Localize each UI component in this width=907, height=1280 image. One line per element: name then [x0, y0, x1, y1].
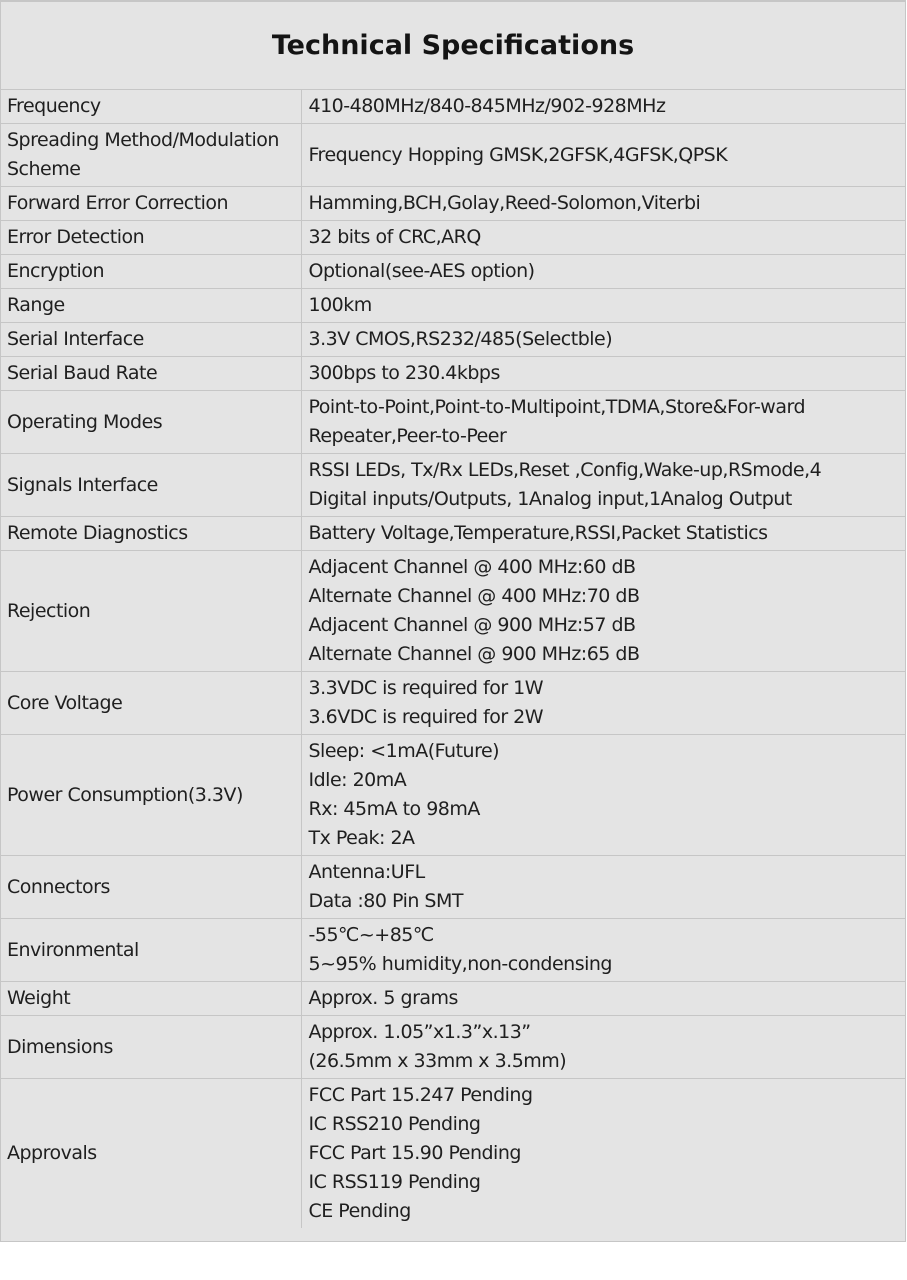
- spec-label: Serial Baud Rate: [1, 357, 301, 391]
- spec-value-line: Repeater,Peer-to-Peer: [308, 425, 507, 447]
- spec-value-line: Battery Voltage,Temperature,RSSI,Packet Statistics: [308, 522, 768, 544]
- spec-value: [301, 735, 905, 856]
- spec-label: Signals Interface: [1, 454, 301, 517]
- spec-row: [1, 391, 905, 454]
- spec-value-line: Approx. 1.05”x1.3”x.13”: [308, 1021, 531, 1043]
- spec-value-line: Hamming,BCH,Golay,Reed-Solomon,Viterbi: [308, 192, 701, 214]
- spec-value: [301, 551, 905, 672]
- spec-label: Environmental: [1, 919, 301, 982]
- spec-value-line: IC RSS119 Pending: [308, 1171, 481, 1193]
- spec-value-line: 3.6VDC is required for 2W: [308, 706, 544, 728]
- spec-value-line: 410-480MHz/840-845MHz/902-928MHz: [308, 95, 666, 117]
- spec-value-line: 300bps to 230.4kbps: [308, 362, 500, 384]
- spec-value: [301, 1016, 905, 1079]
- spec-value: [301, 982, 905, 1016]
- spec-label: Spreading Method/Modulation Scheme: [1, 124, 301, 187]
- spec-value-line: 5~95% humidity,non-condensing: [308, 953, 612, 975]
- spec-label: Connectors: [1, 856, 301, 919]
- spec-value: [301, 856, 905, 919]
- spec-value-line: Point-to-Point,Point-to-Multipoint,TDMA,Store&For-ward: [308, 396, 806, 418]
- spec-value-line: Approx. 5 grams: [308, 987, 458, 1009]
- spec-row: [1, 187, 905, 221]
- spec-value: [301, 187, 905, 221]
- spec-value: [301, 672, 905, 735]
- spec-label: Weight: [1, 982, 301, 1016]
- page-title: Technical Specifications: [1, 2, 905, 90]
- spec-value-line: Optional(see-AES option): [308, 260, 535, 282]
- spec-value: [301, 90, 905, 124]
- spec-value-line: 32 bits of CRC,ARQ: [308, 226, 481, 248]
- spec-value: [301, 391, 905, 454]
- spec-row: [1, 289, 905, 323]
- spec-value-line: Tx Peak: 2A: [308, 827, 415, 849]
- spec-value-line: FCC Part 15.90 Pending: [308, 1142, 521, 1164]
- spec-row: [1, 856, 905, 919]
- spec-row: [1, 551, 905, 672]
- spec-label: Dimensions: [1, 1016, 301, 1079]
- spec-value-line: Adjacent Channel @ 900 MHz:57 dB: [308, 614, 636, 636]
- spec-label: Frequency: [1, 90, 301, 124]
- spec-row: [1, 124, 905, 187]
- spec-row: [1, 255, 905, 289]
- spec-value-line: (26.5mm x 33mm x 3.5mm): [308, 1050, 567, 1072]
- spec-label: Core Voltage: [1, 672, 301, 735]
- spec-value: [301, 454, 905, 517]
- spec-value-line: Antenna:UFL: [308, 861, 425, 883]
- spec-value-line: FCC Part 15.247 Pending: [308, 1084, 533, 1106]
- spec-label: Remote Diagnostics: [1, 517, 301, 551]
- spec-label: Serial Interface: [1, 323, 301, 357]
- spec-row: [1, 982, 905, 1016]
- spec-value: [301, 357, 905, 391]
- spec-value-line: Frequency Hopping GMSK,2GFSK,4GFSK,QPSK: [308, 143, 728, 166]
- spec-value-line: -55℃~+85℃: [308, 924, 434, 946]
- spec-value-line: 100km: [308, 294, 372, 316]
- spec-row: [1, 323, 905, 357]
- spec-value-line: Alternate Channel @ 900 MHz:65 dB: [308, 643, 640, 665]
- spec-label: Rejection: [1, 551, 301, 672]
- spec-value: [301, 221, 905, 255]
- spec-label: Operating Modes: [1, 391, 301, 454]
- spec-value-line: RSSI LEDs, Tx/Rx LEDs,Reset ,Config,Wake-up,RSmode,4: [308, 459, 822, 481]
- spec-value-line: 3.3VDC is required for 1W: [308, 677, 544, 699]
- spec-value-line: Digital inputs/Outputs, 1Analog input,1Analog Output: [308, 488, 792, 510]
- spec-row: [1, 221, 905, 255]
- spec-row: [1, 1016, 905, 1079]
- spec-row: [1, 735, 905, 856]
- spec-value: [301, 124, 905, 187]
- spec-value-line: Rx: 45mA to 98mA: [308, 798, 480, 820]
- spec-value-line: 3.3V CMOS,RS232/485(Selectble): [308, 328, 613, 350]
- spec-row: [1, 90, 905, 124]
- spec-row: [1, 919, 905, 982]
- spec-row: [1, 1079, 905, 1229]
- spec-row: [1, 517, 905, 551]
- spec-label: Approvals: [1, 1079, 301, 1229]
- spec-value: [301, 323, 905, 357]
- spec-row: [1, 454, 905, 517]
- spec-value: [301, 919, 905, 982]
- spec-label: Encryption: [1, 255, 301, 289]
- spec-value-line: Data :80 Pin SMT: [308, 890, 463, 912]
- spec-label: Error Detection: [1, 221, 301, 255]
- spec-value-line: Sleep: <1mA(Future): [308, 740, 500, 762]
- spec-value-line: Adjacent Channel @ 400 MHz:60 dB: [308, 556, 636, 578]
- spec-label: Range: [1, 289, 301, 323]
- spec-value: [301, 255, 905, 289]
- spec-label: Power Consumption(3.3V): [1, 735, 301, 856]
- spec-table: [1, 90, 905, 1228]
- spec-row: [1, 672, 905, 735]
- spec-value-line: Idle: 20mA: [308, 769, 407, 791]
- spec-row: [1, 357, 905, 391]
- spec-value: [301, 1079, 905, 1229]
- spec-table-body: [1, 90, 905, 1228]
- spec-value: [301, 289, 905, 323]
- spec-value: [301, 517, 905, 551]
- spec-value-line: IC RSS210 Pending: [308, 1113, 481, 1135]
- spec-label: Forward Error Correction: [1, 187, 301, 221]
- spec-value-line: Alternate Channel @ 400 MHz:70 dB: [308, 585, 640, 607]
- spec-value-line: CE Pending: [308, 1200, 411, 1222]
